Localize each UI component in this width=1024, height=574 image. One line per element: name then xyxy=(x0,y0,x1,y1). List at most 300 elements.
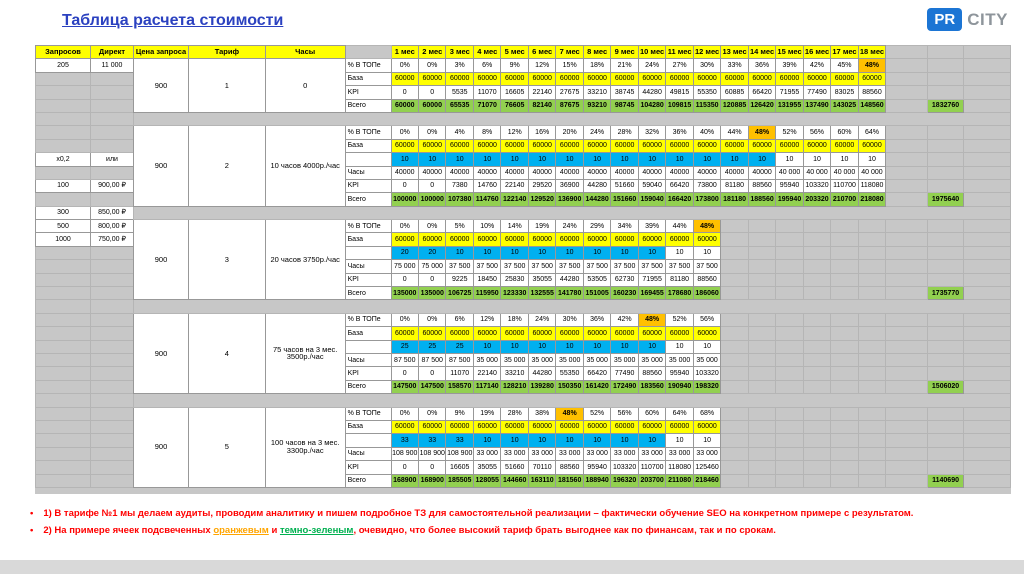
data-cell: 0 xyxy=(391,273,418,286)
data-cell: 35 000 xyxy=(666,353,693,366)
data-cell: 35 000 xyxy=(583,353,610,366)
month-header: 15 мес xyxy=(776,46,803,59)
empty-cell xyxy=(858,447,885,460)
data-cell: 60000 xyxy=(831,72,858,85)
row-label: KPI xyxy=(345,179,391,192)
empty-cell xyxy=(776,474,803,487)
empty-cell xyxy=(776,313,803,326)
month-header: 13 мес xyxy=(721,46,748,59)
empty-cell xyxy=(831,380,858,393)
empty-cell xyxy=(831,434,858,447)
row-label: Всего xyxy=(345,380,391,393)
data-cell: 51660 xyxy=(611,179,638,192)
data-cell: 52% xyxy=(583,407,610,420)
empty-cell xyxy=(91,287,134,300)
data-cell: 107380 xyxy=(446,193,473,206)
data-cell: 10 xyxy=(556,246,583,259)
data-cell: 38745 xyxy=(611,86,638,99)
row-label: Всего xyxy=(345,99,391,112)
data-cell: 129520 xyxy=(528,193,555,206)
empty-cell xyxy=(964,447,1011,460)
empty-cell xyxy=(91,407,134,420)
data-cell: 10 xyxy=(638,153,665,166)
data-cell: 73800 xyxy=(693,179,720,192)
data-cell: 44280 xyxy=(638,86,665,99)
data-cell: 40 000 xyxy=(858,166,885,179)
empty-cell xyxy=(858,407,885,420)
data-cell: 10 xyxy=(776,153,803,166)
data-cell: 60000 xyxy=(666,139,693,152)
data-cell: 37 500 xyxy=(638,260,665,273)
data-cell: 11070 xyxy=(473,86,500,99)
data-cell: 132555 xyxy=(528,287,555,300)
corner-header: Часы xyxy=(265,46,345,59)
data-cell: 44% xyxy=(666,220,693,233)
empty-cell xyxy=(858,313,885,326)
data-cell: 60000 xyxy=(693,72,720,85)
empty-cell xyxy=(91,300,134,313)
data-cell: 60000 xyxy=(556,420,583,433)
empty-cell xyxy=(928,420,964,433)
empty-cell xyxy=(964,327,1011,340)
data-cell: 24% xyxy=(528,313,555,326)
empty-cell xyxy=(776,287,803,300)
empty-cell xyxy=(36,139,91,152)
data-cell: 12% xyxy=(501,126,528,139)
tariff-cell: 3 xyxy=(188,220,265,300)
price-cell: 900 xyxy=(134,59,189,113)
empty-cell xyxy=(964,367,1011,380)
empty-cell xyxy=(831,246,858,259)
data-cell: 98745 xyxy=(611,99,638,112)
empty-cell xyxy=(928,246,964,259)
data-cell: 203320 xyxy=(803,193,830,206)
data-cell: 10 xyxy=(666,153,693,166)
empty-cell xyxy=(858,220,885,233)
data-cell: 60000 xyxy=(446,72,473,85)
left-cell: 500 xyxy=(36,220,91,233)
data-cell: 33% xyxy=(721,59,748,72)
data-cell: 10 xyxy=(528,246,555,259)
data-cell: 33210 xyxy=(583,86,610,99)
data-cell: 148560 xyxy=(858,99,885,112)
empty-cell xyxy=(721,447,748,460)
empty-cell xyxy=(831,273,858,286)
row-label: Всего xyxy=(345,474,391,487)
data-cell: 25 xyxy=(391,340,418,353)
spacer-row xyxy=(134,112,1011,125)
row-label xyxy=(345,434,391,447)
data-cell: 60000 xyxy=(748,72,775,85)
data-cell: 60000 xyxy=(446,233,473,246)
data-cell: 35 000 xyxy=(693,353,720,366)
data-cell: 117140 xyxy=(473,380,500,393)
data-cell: 128055 xyxy=(473,474,500,487)
empty-cell xyxy=(831,233,858,246)
empty-cell xyxy=(36,447,91,460)
empty-cell xyxy=(776,246,803,259)
month-header: 9 мес xyxy=(611,46,638,59)
empty-cell xyxy=(928,72,964,85)
data-cell: 198320 xyxy=(693,380,720,393)
empty-cell xyxy=(36,394,91,407)
empty-cell xyxy=(886,86,928,99)
data-cell: 60000 xyxy=(473,327,500,340)
empty-cell xyxy=(36,246,91,259)
empty-cell xyxy=(928,353,964,366)
row-label: База xyxy=(345,233,391,246)
data-cell: 108 900 xyxy=(446,447,473,460)
empty-cell xyxy=(776,367,803,380)
data-cell: 166420 xyxy=(666,193,693,206)
empty-cell xyxy=(831,407,858,420)
data-cell: 35055 xyxy=(528,273,555,286)
grand-total-cell: 1975640 xyxy=(928,193,964,206)
data-cell: 60000 xyxy=(391,327,418,340)
data-cell: 10 xyxy=(666,340,693,353)
data-cell: 40000 xyxy=(721,166,748,179)
empty-cell xyxy=(748,287,775,300)
data-cell: 10 xyxy=(666,246,693,259)
spacer-row xyxy=(134,394,1011,407)
data-cell: 60000 xyxy=(473,420,500,433)
month-header: 17 мес xyxy=(831,46,858,59)
data-cell: 8% xyxy=(473,126,500,139)
data-cell: 53505 xyxy=(583,273,610,286)
empty-cell xyxy=(36,287,91,300)
row-label: % В ТОПе xyxy=(345,220,391,233)
data-cell: 44280 xyxy=(556,273,583,286)
data-cell: 10 xyxy=(473,340,500,353)
data-cell: 40000 xyxy=(693,166,720,179)
empty-cell xyxy=(776,407,803,420)
empty-cell xyxy=(886,260,928,273)
empty-cell xyxy=(36,367,91,380)
empty-cell xyxy=(748,313,775,326)
data-cell: 10 xyxy=(638,434,665,447)
data-cell: 218080 xyxy=(858,193,885,206)
empty-cell xyxy=(36,193,91,206)
data-cell: 44280 xyxy=(583,179,610,192)
empty-cell xyxy=(964,474,1011,487)
data-cell: 60000 xyxy=(693,233,720,246)
data-cell: 60000 xyxy=(666,420,693,433)
data-cell: 39% xyxy=(638,220,665,233)
grand-total-cell: 1735770 xyxy=(928,287,964,300)
note-segment-red: 2) На примере ячеек подсвеченных xyxy=(43,525,214,536)
left-cell: 750,00 ₽ xyxy=(91,233,134,246)
data-cell: 10 xyxy=(528,434,555,447)
data-cell: 60000 xyxy=(638,139,665,152)
empty-cell xyxy=(928,233,964,246)
note-segment-orange: оранжевым xyxy=(213,525,269,536)
data-cell: 60000 xyxy=(446,420,473,433)
empty-cell xyxy=(886,153,928,166)
empty-cell xyxy=(964,273,1011,286)
data-cell: 33 000 xyxy=(693,447,720,460)
data-cell: 22140 xyxy=(501,179,528,192)
empty-cell xyxy=(36,300,91,313)
data-cell: 60000 xyxy=(611,420,638,433)
empty-cell xyxy=(803,233,830,246)
data-cell: 151660 xyxy=(611,193,638,206)
empty-cell xyxy=(858,434,885,447)
row-label xyxy=(345,340,391,353)
left-cell: 205 xyxy=(36,59,91,72)
empty-cell xyxy=(91,139,134,152)
data-cell: 10 xyxy=(693,434,720,447)
empty-cell xyxy=(928,260,964,273)
data-cell: 188560 xyxy=(748,193,775,206)
empty-cell xyxy=(964,59,1011,72)
data-cell: 203700 xyxy=(638,474,665,487)
data-cell: 10 xyxy=(473,434,500,447)
data-cell: 35 000 xyxy=(556,353,583,366)
empty-cell xyxy=(831,353,858,366)
empty-cell xyxy=(858,246,885,259)
data-cell: 109815 xyxy=(666,99,693,112)
empty-cell xyxy=(748,447,775,460)
corner-header: Тариф xyxy=(188,46,265,59)
empty-cell xyxy=(803,220,830,233)
data-cell: 75 000 xyxy=(419,260,446,273)
empty-cell xyxy=(803,260,830,273)
data-cell: 0 xyxy=(391,461,418,474)
data-cell: 40000 xyxy=(556,166,583,179)
data-cell: 76605 xyxy=(501,99,528,112)
data-cell: 10 xyxy=(611,434,638,447)
data-cell: 37 500 xyxy=(611,260,638,273)
data-cell: 60000 xyxy=(858,139,885,152)
empty-cell xyxy=(776,380,803,393)
empty-cell xyxy=(928,327,964,340)
note-segment-green: темно-зеленым xyxy=(279,525,354,536)
data-cell: 150350 xyxy=(556,380,583,393)
data-cell: 10 xyxy=(473,246,500,259)
empty-cell xyxy=(721,407,748,420)
row-label xyxy=(345,153,391,166)
data-cell: 59040 xyxy=(638,179,665,192)
data-cell: 60000 xyxy=(583,139,610,152)
left-cell: 1000 xyxy=(36,233,91,246)
data-cell: 60000 xyxy=(776,139,803,152)
data-cell: 11070 xyxy=(446,367,473,380)
empty-cell xyxy=(886,166,928,179)
data-cell: 7380 xyxy=(446,179,473,192)
data-cell: 60000 xyxy=(583,420,610,433)
month-header: 2 мес xyxy=(419,46,446,59)
empty-cell xyxy=(776,434,803,447)
data-cell: 60000 xyxy=(748,139,775,152)
row-label: KPI xyxy=(345,461,391,474)
data-cell: 0 xyxy=(391,179,418,192)
data-cell: 20 xyxy=(391,246,418,259)
empty-cell xyxy=(748,340,775,353)
left-cell: 900,00 ₽ xyxy=(91,179,134,192)
data-cell: 40000 xyxy=(583,166,610,179)
data-cell: 9% xyxy=(446,407,473,420)
data-cell: 9% xyxy=(501,59,528,72)
data-cell: 16605 xyxy=(446,461,473,474)
empty-cell xyxy=(91,461,134,474)
data-cell: 12% xyxy=(473,313,500,326)
data-cell: 87 500 xyxy=(419,353,446,366)
empty-cell xyxy=(748,260,775,273)
data-cell: 108 900 xyxy=(419,447,446,460)
price-cell: 900 xyxy=(134,407,189,487)
row-label: % В ТОПе xyxy=(345,407,391,420)
data-cell: 37 500 xyxy=(528,260,555,273)
empty-cell xyxy=(886,353,928,366)
data-cell: 60000 xyxy=(721,139,748,152)
data-cell: 120885 xyxy=(721,99,748,112)
data-cell: 60000 xyxy=(446,327,473,340)
data-cell: 60000 xyxy=(528,139,555,152)
empty-cell xyxy=(928,179,964,192)
data-cell: 172490 xyxy=(611,380,638,393)
data-cell: 19% xyxy=(473,407,500,420)
month-header: 10 мес xyxy=(638,46,665,59)
empty-cell xyxy=(928,46,964,59)
empty-cell xyxy=(721,367,748,380)
empty-cell xyxy=(928,59,964,72)
data-cell: 60000 xyxy=(501,420,528,433)
empty-cell xyxy=(831,367,858,380)
data-cell: 60000 xyxy=(419,327,446,340)
data-cell: 95940 xyxy=(776,179,803,192)
tariff-cell: 4 xyxy=(188,313,265,393)
empty-cell xyxy=(803,313,830,326)
data-cell: 60000 xyxy=(501,327,528,340)
empty-cell xyxy=(886,474,928,487)
data-cell: 169455 xyxy=(638,287,665,300)
empty-cell xyxy=(886,246,928,259)
data-cell: 60000 xyxy=(473,233,500,246)
empty-cell xyxy=(36,340,91,353)
data-cell: 40 000 xyxy=(831,166,858,179)
empty-cell xyxy=(91,86,134,99)
data-cell: 60000 xyxy=(391,233,418,246)
row-label: База xyxy=(345,327,391,340)
empty-cell xyxy=(964,260,1011,273)
empty-cell xyxy=(886,420,928,433)
empty-cell xyxy=(886,193,928,206)
data-cell: 103320 xyxy=(693,367,720,380)
empty-cell xyxy=(964,46,1011,59)
hours-cell: 0 xyxy=(265,59,345,113)
empty-cell xyxy=(748,353,775,366)
empty-cell xyxy=(831,313,858,326)
data-cell: 56% xyxy=(611,407,638,420)
empty-cell xyxy=(964,340,1011,353)
month-header: 1 мес xyxy=(391,46,418,59)
data-cell: 0% xyxy=(391,220,418,233)
data-cell: 60000 xyxy=(446,139,473,152)
data-cell: 10 xyxy=(693,246,720,259)
empty-cell xyxy=(886,447,928,460)
empty-cell xyxy=(858,273,885,286)
data-cell: 103320 xyxy=(611,461,638,474)
data-cell: 183560 xyxy=(638,380,665,393)
note-2-text xyxy=(43,525,776,536)
empty-cell xyxy=(858,380,885,393)
empty-cell xyxy=(858,461,885,474)
empty-cell xyxy=(803,407,830,420)
data-cell: 60000 xyxy=(419,233,446,246)
data-cell: 6% xyxy=(446,313,473,326)
data-cell: 40000 xyxy=(391,166,418,179)
left-cell: 300 xyxy=(36,206,91,219)
note-1-text: 1) В тарифе №1 мы делаем аудиты, проводим аналитику и пишем подробное ТЗ для самостоятельной реализации – фактически обучение SEO на конкретном примере с результатом. xyxy=(43,508,914,519)
empty-cell xyxy=(748,380,775,393)
left-cell: или xyxy=(91,153,134,166)
data-cell: 81180 xyxy=(721,179,748,192)
data-cell: 10 xyxy=(556,340,583,353)
empty-cell xyxy=(964,313,1011,326)
empty-cell xyxy=(964,407,1011,420)
empty-cell xyxy=(964,153,1011,166)
data-cell: 48% xyxy=(556,407,583,420)
empty-cell xyxy=(964,86,1011,99)
data-cell: 10 xyxy=(721,153,748,166)
empty-cell xyxy=(858,340,885,353)
data-cell: 40% xyxy=(693,126,720,139)
data-cell: 158570 xyxy=(446,380,473,393)
empty-cell xyxy=(886,313,928,326)
month-header: 5 мес xyxy=(501,46,528,59)
data-cell: 9225 xyxy=(446,273,473,286)
data-cell: 10 xyxy=(748,153,775,166)
data-cell: 60000 xyxy=(638,72,665,85)
data-cell: 33 xyxy=(419,434,446,447)
month-header: 18 мес xyxy=(858,46,885,59)
empty-cell xyxy=(803,327,830,340)
empty-cell xyxy=(858,327,885,340)
data-cell: 60000 xyxy=(638,327,665,340)
data-cell: 10 xyxy=(501,340,528,353)
data-cell: 60000 xyxy=(528,327,555,340)
empty-cell xyxy=(964,99,1011,112)
data-cell: 51660 xyxy=(501,461,528,474)
data-cell: 52% xyxy=(666,313,693,326)
data-cell: 10 xyxy=(583,153,610,166)
empty-cell xyxy=(748,220,775,233)
data-cell: 18450 xyxy=(473,273,500,286)
data-cell: 108 900 xyxy=(391,447,418,460)
data-cell: 18% xyxy=(583,59,610,72)
data-cell: 33210 xyxy=(501,367,528,380)
data-cell: 144660 xyxy=(501,474,528,487)
data-cell: 10 xyxy=(693,153,720,166)
empty-cell xyxy=(345,46,391,59)
data-cell: 60000 xyxy=(611,327,638,340)
data-cell: 28% xyxy=(611,126,638,139)
grand-total-cell: 1140690 xyxy=(928,474,964,487)
data-cell: 4% xyxy=(446,126,473,139)
data-cell: 35 000 xyxy=(528,353,555,366)
data-cell: 3% xyxy=(446,59,473,72)
data-cell: 37 500 xyxy=(693,260,720,273)
data-cell: 40000 xyxy=(611,166,638,179)
data-cell: 60000 xyxy=(776,72,803,85)
spreadsheet-area xyxy=(35,45,1011,494)
empty-cell xyxy=(91,420,134,433)
data-cell: 196320 xyxy=(611,474,638,487)
data-cell: 65535 xyxy=(446,99,473,112)
data-cell: 35 000 xyxy=(611,353,638,366)
data-cell: 10 xyxy=(501,434,528,447)
data-cell: 32% xyxy=(638,126,665,139)
